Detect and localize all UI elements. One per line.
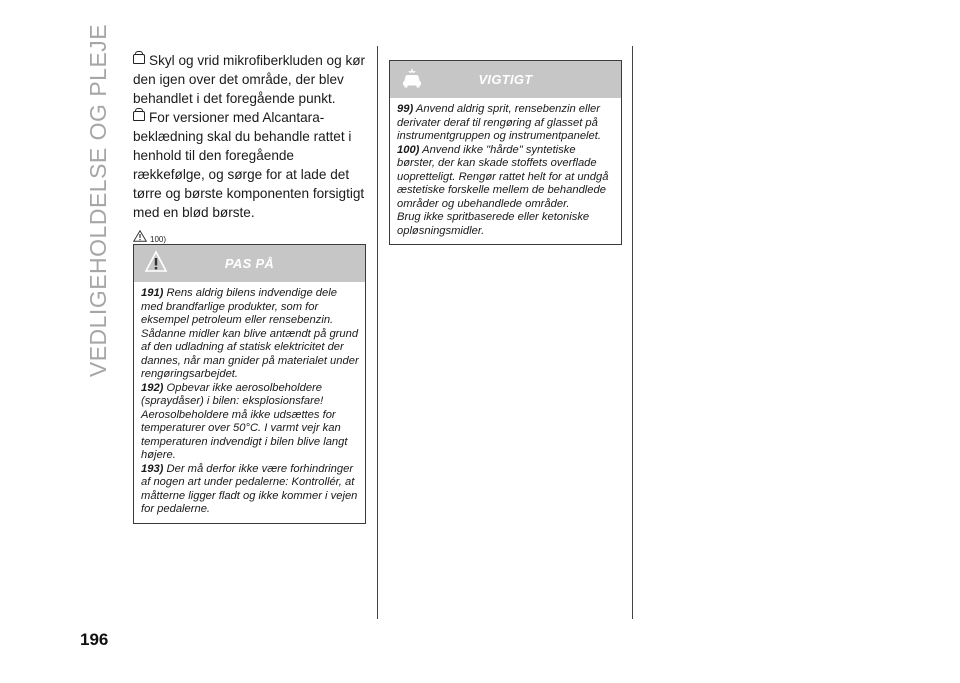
sidebar-title-text: VEDLIGEHOLDELSE OG PLEJE: [85, 23, 112, 377]
caution-box: [133, 244, 366, 524]
car-service-icon: [400, 66, 424, 90]
caution-item: 191) Rens aldrig bilens indvendige dele med brandfarlige produkter, som for eksempel petroleum eller rensebenzin. Sådanne midler kan blive antændt på grund af den udladning af statisk elektricitet der dannes, når man gnider på materialet under rengøringsarbejdet.: [141, 287, 359, 380]
important-header: [390, 61, 621, 98]
important-body: [390, 98, 621, 244]
reference-note: [133, 228, 368, 244]
warning-triangle-icon: [144, 250, 168, 274]
caution-item: 193) Der må derfor ikke være forhindringer af nogen art under pedalerne: Kontrollér, at måtterne ligger fladt og ikke kommer i vejen for pedalerne.: [141, 462, 358, 515]
important-item: 99) Anvend aldrig sprit, rensebenzin eller derivater deraf til rengøring af glasset på instrumentgruppen og instrumentpanelet.: [397, 103, 601, 142]
warning-triangle-icon: [133, 230, 147, 242]
car-icon: [133, 54, 145, 64]
important-item: 100) Anvend ikke "hårde" syntetiske børster, der kan skade stoffets overflade uopretteligt. Rengør rattet helt for at undgå æstetiske forskelle mellem de behandlede områder og ubehandlede områder.: [397, 143, 609, 210]
body-column: [133, 51, 368, 244]
caution-body: [134, 282, 365, 523]
important-box: [389, 60, 622, 245]
paragraph-2: For versioner med Alcantara-beklædning skal du behandle rattet i henhold til den foregående rækkefølge, og sørge for at lade det tørre og børste komponenten forsigtigt med en blød børste.: [133, 110, 365, 220]
page-number: 196: [80, 630, 109, 649]
caution-header: [134, 245, 365, 282]
column-divider-1: [377, 46, 378, 619]
body-text: [133, 51, 368, 222]
reference-number: 100): [150, 234, 167, 244]
car-icon: [133, 111, 145, 121]
caution-title: PAS PÅ: [224, 256, 275, 271]
sidebar-title: [74, 23, 124, 377]
column-divider-2: [632, 46, 633, 619]
caution-item: 192) Opbevar ikke aerosolbeholdere (spraydåser) i bilen: eksplosionsfare! Aerosolbeholdere må ikke udsættes for temperaturer over 50°C. I varmt vejr kan temperaturen indvendigt i bilen blive langt højere.: [141, 381, 348, 461]
important-item: Brug ikke spritbaserede eller ketoniske opløsningsmidler.: [397, 211, 590, 237]
paragraph-1: Skyl og vrid mikrofiberkluden og kør den igen over det område, der blev behandlet i det foregående punkt.: [133, 53, 366, 106]
important-title: VIGTIGT: [478, 72, 533, 87]
